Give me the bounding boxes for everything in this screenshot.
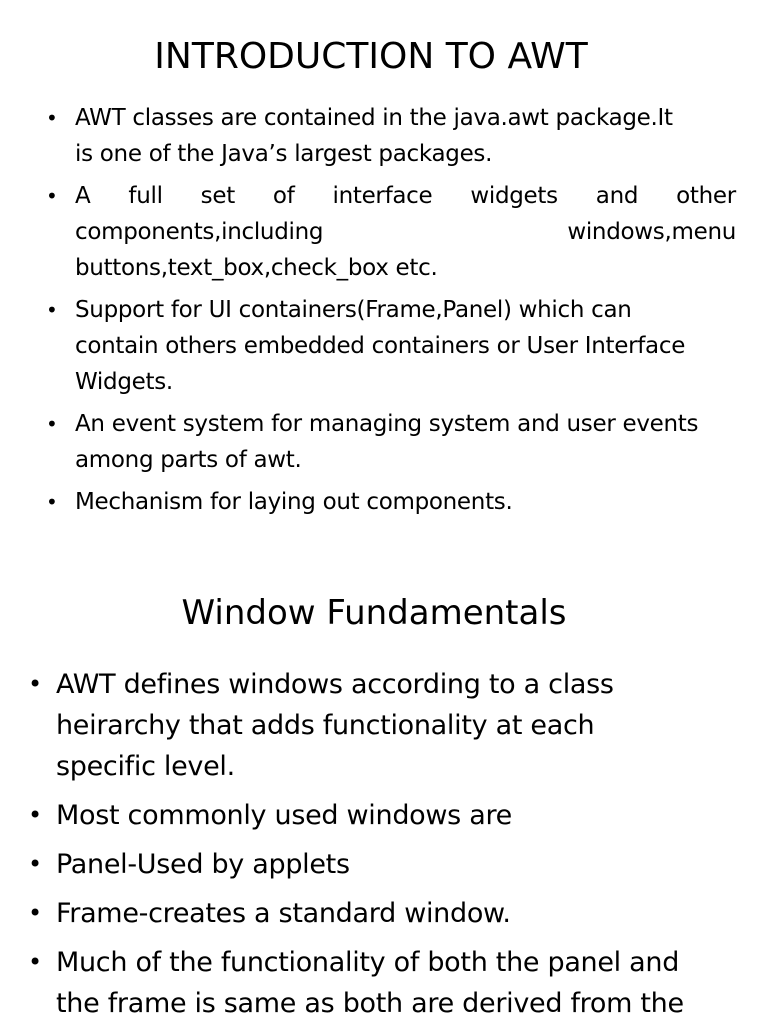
bullet-list: [28, 664, 738, 1032]
bullet-dot: •: [46, 106, 58, 130]
text-line: contain others embedded containers or User Interface: [75, 333, 686, 359]
list-item: [46, 100, 736, 172]
text-line: Most commonly used windows are: [56, 800, 512, 831]
word: A: [75, 183, 91, 209]
list-item: [46, 178, 736, 286]
list-item: [28, 664, 738, 787]
word: other: [676, 183, 736, 209]
slide-window-fundamentals: [0, 590, 768, 1024]
text-line: Much of the functionality of both the panel and: [56, 947, 680, 978]
word: components,including: [75, 219, 324, 245]
list-item: [46, 292, 736, 400]
text-line: among parts of awt.: [75, 447, 302, 473]
text-line: AWT classes are contained in the java.awt package.It: [75, 105, 673, 131]
bullet-dot: •: [28, 850, 42, 878]
list-item: [28, 844, 738, 885]
word: of: [272, 183, 295, 209]
bullet-dot: •: [46, 490, 58, 514]
slide-title: INTRODUCTION TO AWT: [154, 36, 588, 77]
text-line: is one of the Java’s largest packages.: [75, 141, 493, 167]
word: widgets: [470, 183, 558, 209]
list-item: [28, 942, 738, 1024]
word: interface: [332, 183, 433, 209]
bullet-list: [46, 100, 736, 526]
text-line: buttons,text_box,check_box etc.: [75, 255, 438, 281]
bullet-dot: •: [28, 948, 42, 976]
justified-text-line: [75, 178, 736, 214]
word: set: [200, 183, 235, 209]
justified-text-line: [75, 214, 736, 250]
text-line: heirarchy that adds functionality at each: [56, 710, 595, 741]
list-item: [28, 795, 738, 836]
bullet-dot: •: [28, 670, 42, 698]
word: windows,menu: [567, 219, 736, 245]
text-line: Widgets.: [75, 369, 173, 395]
text-line: Support for UI containers(Frame,Panel) which can: [75, 297, 632, 323]
bullet-dot: •: [46, 412, 58, 436]
bullet-dot: •: [46, 184, 58, 208]
list-item: [46, 406, 736, 478]
list-item: [46, 484, 736, 520]
text-line: AWT defines windows according to a class: [56, 669, 614, 700]
text-line: An event system for managing system and user events: [75, 411, 699, 437]
word: full: [128, 183, 163, 209]
text-line: the frame is same as both are derived from the: [56, 988, 684, 1019]
text-line: specific level.: [56, 751, 235, 782]
text-line: Panel-Used by applets: [56, 849, 350, 880]
text-line: Mechanism for laying out components.: [75, 489, 513, 515]
word: and: [595, 183, 639, 209]
bullet-dot: •: [28, 899, 42, 927]
text-line: Frame-creates a standard window.: [56, 898, 511, 929]
bullet-dot: •: [46, 298, 58, 322]
list-item: [28, 893, 738, 934]
bullet-dot: •: [28, 801, 42, 829]
slide-title: Window Fundamentals: [181, 593, 567, 633]
